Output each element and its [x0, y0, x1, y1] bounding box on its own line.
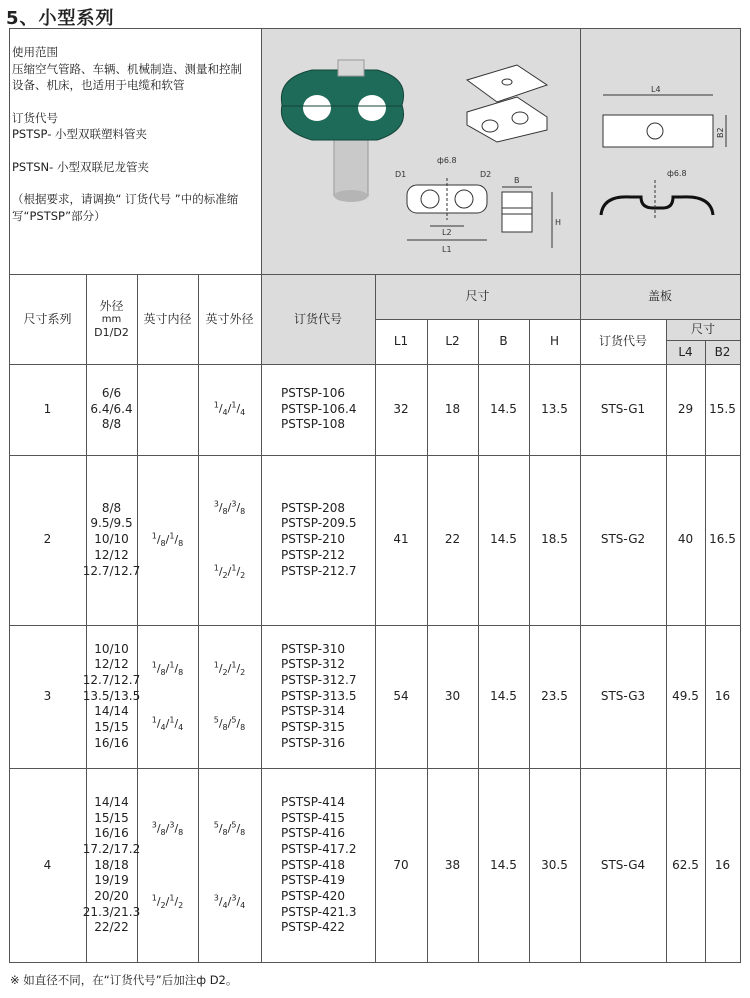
order-code-line: PSTSP-414 — [281, 794, 346, 809]
clamp-drawing-panel — [262, 30, 578, 273]
inch-fraction: $^5/_8/^5/_8$ — [213, 820, 246, 838]
inch-fraction: $^5/_8/^5/_8$ — [213, 715, 246, 733]
cell-codes-4 — [261, 768, 375, 963]
od-line: 13.5/13.5 — [82, 688, 141, 703]
od-line: 14/14 — [94, 704, 129, 719]
cell-inch-out-2 — [198, 455, 261, 625]
od-line: 6.4/6.4 — [90, 401, 133, 416]
order-code-line: PSTSP-419 — [281, 873, 346, 888]
cell-codes-1 — [261, 364, 375, 455]
order-code-line: PSTSP-417.2 — [281, 841, 357, 856]
od-line: 17.2/17.2 — [82, 841, 141, 856]
label-phi-68: ф6.8 — [437, 156, 457, 165]
cell-l2-2: 22 — [444, 532, 461, 547]
cell-l4-4: 62.5 — [672, 857, 699, 872]
cell-b2-3: 16 — [714, 688, 731, 703]
cell-h-3: 23.5 — [541, 688, 568, 703]
label-l1: L1 — [442, 245, 452, 254]
order-code-line: PSTSP-422 — [281, 920, 346, 935]
cell-cover-code-3: STS-G3 — [600, 688, 646, 703]
order-code-line: PSTSP-312 — [281, 657, 346, 672]
cell-inch-out-4 — [198, 768, 261, 963]
cell-od-3 — [82, 625, 141, 768]
order-code-line: PSTSP-108 — [281, 417, 346, 432]
od-line: 10/10 — [94, 532, 129, 547]
order-code-line: PSTSP-209.5 — [281, 516, 357, 531]
cell-cover-code-4: STS-G4 — [600, 857, 646, 872]
cell-inch-in-1 — [137, 364, 198, 455]
order-code-line: PSTSP-313.5 — [281, 688, 357, 703]
order-code-line: PSTSP-421.3 — [281, 904, 357, 919]
scope-text: 压缩空气管路、车辆、机械制造、测量和控制设备、机床，也适用于电缆和软管 — [12, 61, 242, 92]
cell-b2-4: 16 — [714, 857, 731, 872]
header-od: 外径 mm D1/D2 — [94, 298, 129, 339]
header-b: B — [499, 334, 508, 348]
inch-fraction: $^3/_8/^3/_8$ — [213, 498, 246, 516]
cell-b-3: 14.5 — [490, 688, 517, 703]
cell-h-4: 30.5 — [541, 857, 568, 872]
cell-b-1: 14.5 — [490, 401, 517, 416]
intro-panel — [12, 44, 252, 240]
order-note: （根据要求，请调换“ 订货代号 ”中的标准缩写“PSTSP”部分） — [12, 192, 239, 223]
order-code-line: PSTSP-314 — [281, 704, 346, 719]
od-line: 8/8 — [101, 417, 122, 432]
label-h: H — [555, 218, 562, 227]
inch-fraction: $^1/_8/^1/_8$ — [151, 531, 184, 549]
header-l2: L2 — [445, 334, 460, 348]
footnote: ※ 如直径不同，在“订货代号”后加注ф D2。 — [10, 973, 238, 987]
cell-inch-in-3 — [137, 625, 198, 768]
od-line: 18/18 — [94, 857, 129, 872]
cell-series-4: 4 — [43, 857, 52, 872]
od-line: 15/15 — [94, 720, 129, 735]
od-line: 12/12 — [94, 547, 129, 562]
cell-od-4 — [82, 768, 141, 963]
inch-fraction: $^1/_2/^1/_2$ — [213, 563, 246, 581]
order-code-line: PSTSP-212.7 — [281, 563, 357, 578]
clamp-photo — [281, 60, 403, 202]
cell-cover-code-1: STS-G1 — [600, 401, 646, 416]
od-line: 14/14 — [94, 794, 129, 809]
cell-codes-3 — [261, 625, 375, 768]
cell-inch-in-4 — [137, 768, 198, 963]
cell-cover-code-2: STS-G2 — [600, 532, 646, 547]
inch-fraction: $^1/_2/^1/_2$ — [213, 659, 246, 677]
label-d2: D2 — [480, 170, 492, 179]
label-d1: D1 — [395, 170, 407, 179]
cell-b2-2: 16.5 — [709, 532, 736, 547]
inch-fraction: $^1/_4/^1/_4$ — [213, 400, 246, 418]
order-code-line: PSTSP-106 — [281, 385, 346, 400]
od-line: 21.3/21.3 — [82, 904, 141, 919]
od-line: 22/22 — [94, 920, 129, 935]
cell-l2-3: 30 — [444, 688, 461, 703]
inch-fraction: $^3/_4/^3/_4$ — [213, 893, 246, 910]
header-order-code: 订货代号 — [293, 311, 342, 326]
cell-h-2: 18.5 — [541, 532, 568, 547]
header-l1: L1 — [393, 334, 409, 348]
cell-b-4: 14.5 — [490, 857, 517, 872]
od-line: 20/20 — [94, 889, 129, 904]
cell-l4-2: 40 — [677, 532, 694, 547]
label-cover-phi-68: ф6.8 — [667, 169, 687, 178]
cell-l1-1: 32 — [393, 401, 409, 416]
order-code-line: PSTSP-208 — [281, 500, 346, 515]
label-b: B — [514, 176, 520, 185]
cell-l1-3: 54 — [393, 688, 409, 703]
cell-series-3: 3 — [43, 688, 52, 703]
header-dims: 尺寸 — [465, 289, 490, 303]
label-l2: L2 — [442, 228, 452, 237]
order-code-line: PSTSP-212 — [281, 547, 346, 562]
inch-fraction: $^1/_2/^1/_2$ — [151, 893, 184, 910]
header-l4: L4 — [678, 344, 693, 359]
clamp-isometric — [467, 65, 547, 142]
od-line: 12.7/12.7 — [82, 672, 141, 687]
cell-l4-3: 49.5 — [672, 688, 699, 703]
cover-drawing-panel — [581, 30, 739, 273]
label-l4: L4 — [651, 85, 661, 94]
order-code-line: PSTSP-210 — [281, 532, 346, 547]
cell-od-1 — [86, 364, 137, 455]
od-line: 8/8 — [101, 500, 122, 515]
inch-fraction: $^1/_4/^1/_4$ — [151, 715, 184, 733]
cell-l1-2: 41 — [393, 532, 409, 547]
order-code-line: PSTSP-106.4 — [281, 401, 357, 416]
header-b2: B2 — [714, 344, 731, 359]
od-line: 12.7/12.7 — [82, 563, 141, 578]
code-sp: PSTSP- 小型双联塑料管夹 — [12, 127, 148, 141]
code-title: 订货代号 — [12, 110, 58, 125]
od-line: 16/16 — [94, 826, 129, 841]
od-line: 19/19 — [94, 873, 129, 888]
cell-codes-2 — [261, 455, 375, 625]
cell-h-1: 13.5 — [541, 401, 568, 416]
cell-inch-out-3 — [198, 625, 261, 768]
clamp-front-view — [407, 178, 552, 248]
header-h: H — [549, 334, 560, 348]
cell-inch-out-1 — [198, 364, 261, 455]
cell-od-2 — [82, 455, 141, 625]
scope-title: 使用范围 — [12, 45, 58, 59]
cell-b-2: 14.5 — [490, 532, 517, 547]
cell-l2-1: 18 — [444, 401, 461, 416]
order-code-line: PSTSP-312.7 — [281, 672, 357, 687]
header-cover-dims: 尺寸 — [690, 322, 715, 336]
code-sn: PSTSN- 小型双联尼龙管夹 — [12, 159, 149, 174]
od-line: 6/6 — [101, 385, 122, 400]
cover-plate-drawing — [601, 95, 726, 220]
od-line: 12/12 — [94, 657, 129, 672]
order-code-line: PSTSP-418 — [281, 857, 346, 872]
inch-fraction: $^1/_8/^1/_8$ — [151, 659, 184, 677]
od-line: 9.5/9.5 — [90, 516, 133, 531]
cell-series-1: 1 — [43, 401, 52, 416]
order-code-line: PSTSP-315 — [281, 720, 346, 735]
od-line: 10/10 — [94, 641, 129, 656]
cell-l1-4: 70 — [393, 857, 409, 872]
label-b2: B2 — [716, 127, 725, 138]
od-line: 16/16 — [94, 735, 129, 750]
inch-fraction: $^3/_8/^3/_8$ — [151, 820, 184, 838]
cell-b2-1: 15.5 — [709, 401, 736, 416]
section-title: 5、小型系列 — [6, 8, 115, 29]
cell-l2-4: 38 — [444, 857, 461, 872]
header-series: 尺寸系列 — [23, 311, 72, 326]
cell-inch-in-2 — [137, 455, 198, 625]
cell-l4-1: 29 — [677, 401, 694, 416]
od-line: 15/15 — [94, 810, 129, 825]
header-inch-out: 英寸外径 — [205, 311, 254, 326]
header-cover: 盖板 — [647, 289, 672, 303]
order-code-line: PSTSP-310 — [281, 641, 346, 656]
cell-series-2: 2 — [43, 532, 52, 547]
order-code-line: PSTSP-416 — [281, 826, 346, 841]
header-cover-code: 订货代号 — [598, 334, 647, 348]
order-code-line: PSTSP-420 — [281, 889, 346, 904]
header-inch-in: 英寸内径 — [143, 311, 192, 326]
order-code-line: PSTSP-316 — [281, 735, 346, 750]
order-code-line: PSTSP-415 — [281, 810, 346, 825]
